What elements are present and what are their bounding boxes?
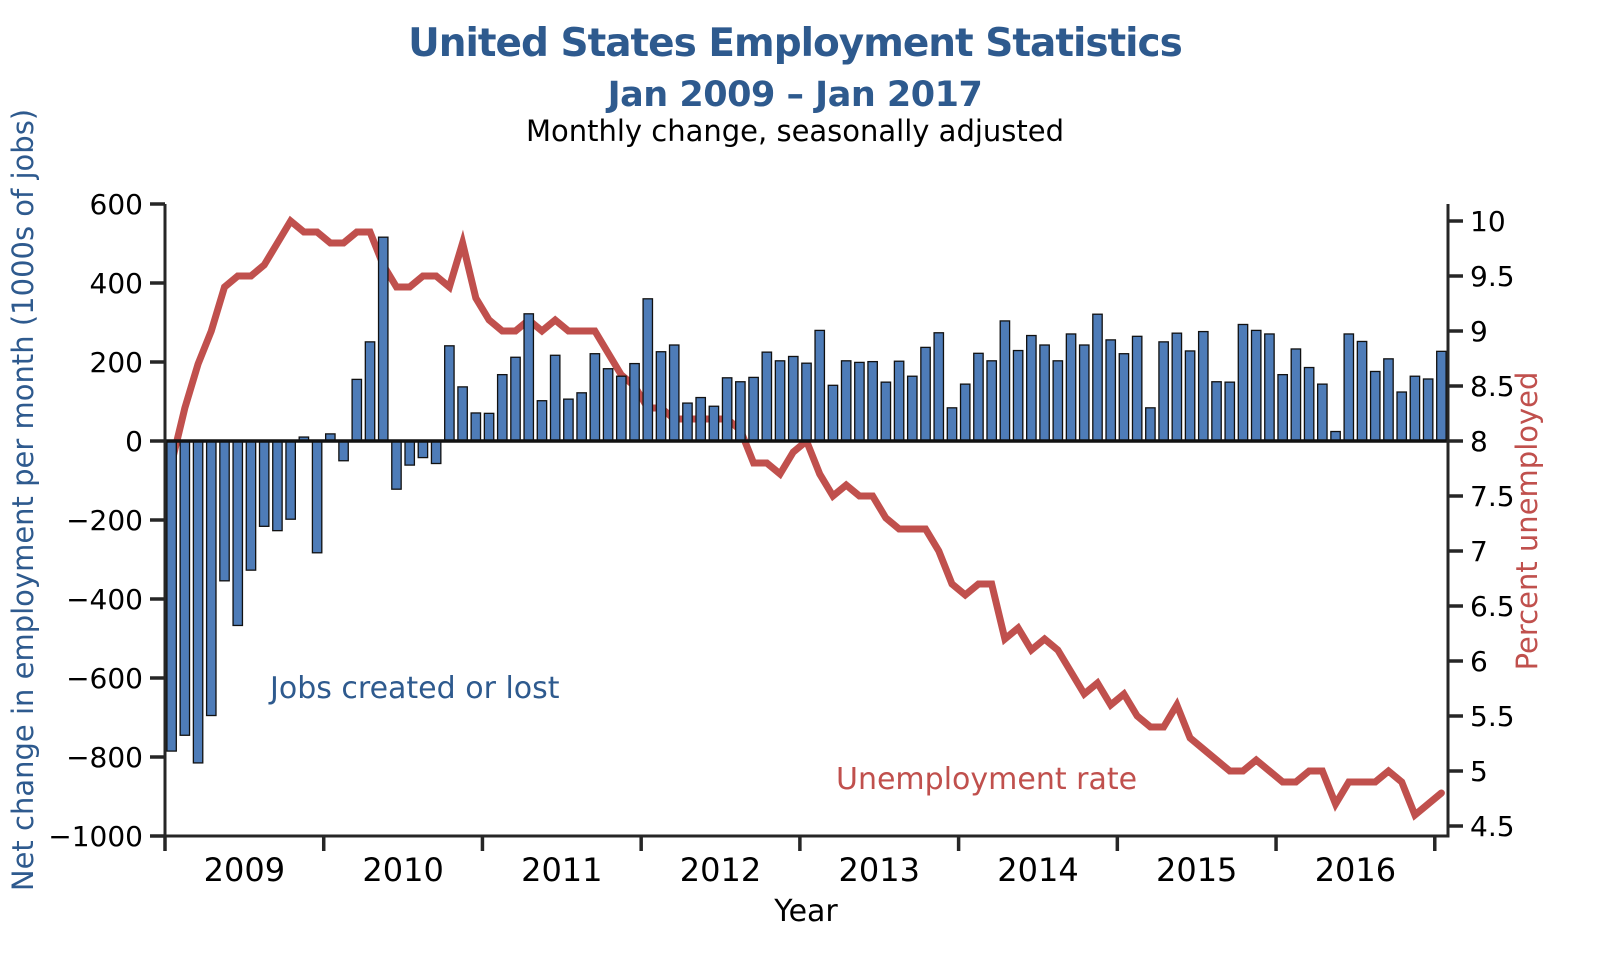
left-tick-label: 400	[89, 266, 143, 300]
jobs-bar	[1344, 334, 1353, 441]
jobs-bar	[656, 352, 665, 441]
unemployment-rate-line	[172, 221, 1442, 815]
jobs-bar	[908, 376, 917, 441]
jobs-bar	[458, 387, 467, 441]
year-tick-label: 2012	[679, 851, 762, 889]
jobs-bar	[1066, 334, 1075, 441]
right-tick-label: 7.5	[1470, 479, 1515, 513]
jobs-bar	[1093, 314, 1102, 441]
jobs-bar	[590, 354, 599, 441]
right-tick-label: 8	[1470, 424, 1488, 458]
jobs-bar	[392, 441, 401, 489]
jobs-bar	[431, 441, 440, 464]
jobs-bar	[603, 369, 612, 441]
jobs-bar	[1252, 330, 1261, 441]
chart-caption: Monthly change, seasonally adjusted	[525, 114, 1065, 148]
year-tick-label: 2015	[1155, 851, 1238, 889]
jobs-bar	[577, 393, 586, 441]
jobs-bar	[749, 377, 758, 441]
jobs-bar	[1423, 379, 1432, 441]
chart-title: United States Employment Statistics	[408, 21, 1182, 66]
jobs-bar	[1265, 334, 1274, 441]
jobs-bar	[841, 361, 850, 441]
jobs-bar	[471, 413, 480, 441]
jobs-bar	[564, 399, 573, 441]
jobs-bar	[1027, 336, 1036, 441]
chart-subtitle: Jan 2009 – Jan 2017	[607, 75, 983, 115]
annotation-unemployment-rate: Unemployment rate	[836, 762, 1138, 797]
jobs-bar	[312, 441, 321, 553]
jobs-bar	[1410, 376, 1419, 441]
jobs-bar	[1185, 351, 1194, 441]
jobs-bar	[524, 314, 533, 441]
right-tick-label: 4.5	[1470, 809, 1515, 843]
left-tick-label: 200	[89, 345, 143, 379]
jobs-bar	[445, 346, 454, 441]
year-tick-label: 2010	[362, 851, 444, 889]
jobs-bar	[498, 375, 507, 441]
right-tick-label: 5.5	[1470, 699, 1515, 733]
jobs-bar	[1132, 336, 1141, 441]
jobs-bar	[696, 398, 705, 441]
jobs-bar	[180, 441, 189, 735]
right-axis-label: Percent unemployed	[1510, 371, 1544, 671]
jobs-bar	[894, 361, 903, 441]
jobs-bar	[961, 384, 970, 441]
jobs-bar	[881, 382, 890, 441]
jobs-bar	[260, 441, 269, 526]
jobs-bar	[365, 342, 374, 441]
left-tick-label: −800	[66, 740, 143, 774]
jobs-bar	[1238, 324, 1247, 441]
jobs-bar	[670, 345, 679, 441]
jobs-bar	[921, 347, 930, 441]
jobs-bar	[1278, 375, 1287, 441]
jobs-bar	[1291, 349, 1300, 441]
jobs-bar	[167, 441, 176, 751]
right-tick-label: 6	[1470, 644, 1488, 678]
left-tick-label: −200	[66, 503, 143, 537]
jobs-bar	[1106, 340, 1115, 441]
jobs-bar	[511, 357, 520, 441]
jobs-bar	[815, 330, 824, 441]
left-tick-label: −600	[66, 661, 143, 695]
jobs-bar	[193, 441, 202, 763]
right-tick-label: 9	[1470, 314, 1488, 348]
jobs-bar	[722, 378, 731, 441]
jobs-bar	[1225, 382, 1234, 441]
jobs-bar	[643, 299, 652, 441]
year-tick-label: 2013	[838, 851, 920, 889]
jobs-bar	[802, 363, 811, 441]
left-tick-label: 600	[89, 187, 143, 221]
jobs-bar	[762, 352, 771, 441]
left-tick-label: −400	[66, 582, 143, 616]
jobs-bar	[1437, 351, 1446, 441]
jobs-bar	[1119, 354, 1128, 441]
jobs-bar	[1397, 392, 1406, 441]
right-tick-label: 9.5	[1470, 259, 1515, 293]
year-tick-label: 2016	[1314, 851, 1397, 889]
year-tick-label: 2011	[521, 851, 603, 889]
jobs-bar	[1159, 342, 1168, 441]
jobs-bar	[1040, 345, 1049, 441]
right-tick-label: 8.5	[1470, 369, 1515, 403]
x-axis-label: Year	[774, 894, 838, 929]
jobs-bar	[709, 406, 718, 441]
jobs-bar	[1318, 384, 1327, 441]
jobs-bar	[1199, 332, 1208, 441]
jobs-bar	[220, 441, 229, 581]
right-tick-label: 7	[1470, 534, 1488, 568]
plot-layer	[48, 188, 1514, 889]
jobs-bar	[1384, 359, 1393, 441]
jobs-bar	[339, 441, 348, 461]
jobs-bar	[934, 333, 943, 441]
jobs-bar	[1304, 368, 1313, 441]
annotation-jobs-created-or-lost: Jobs created or lost	[270, 671, 560, 706]
jobs-bar	[207, 441, 216, 716]
jobs-bar	[286, 441, 295, 519]
jobs-bar	[246, 441, 255, 570]
jobs-bar	[484, 413, 493, 441]
jobs-bar	[828, 385, 837, 441]
jobs-bar	[868, 362, 877, 441]
jobs-bar	[405, 441, 414, 465]
jobs-bar	[974, 353, 983, 441]
jobs-bar	[352, 379, 361, 441]
jobs-bar	[617, 376, 626, 441]
jobs-bar	[736, 382, 745, 441]
jobs-bar	[789, 356, 798, 441]
jobs-bar	[1080, 345, 1089, 441]
jobs-bar	[630, 364, 639, 441]
jobs-bar	[379, 237, 388, 441]
jobs-bar	[1371, 371, 1380, 441]
right-tick-label: 5	[1470, 754, 1488, 788]
jobs-bar	[550, 355, 559, 441]
jobs-bar	[1000, 321, 1009, 441]
jobs-bar	[683, 403, 692, 441]
jobs-bar	[537, 401, 546, 441]
right-tick-label: 6.5	[1470, 589, 1515, 623]
jobs-bar	[987, 361, 996, 441]
jobs-bar	[1357, 341, 1366, 441]
left-tick-label: 0	[125, 424, 143, 458]
jobs-bar	[273, 441, 282, 531]
jobs-bar	[418, 441, 427, 458]
year-tick-label: 2014	[997, 851, 1079, 889]
jobs-bar	[1146, 408, 1155, 441]
jobs-bar	[775, 361, 784, 441]
jobs-bar	[233, 441, 242, 625]
jobs-bar	[947, 408, 956, 441]
jobs-bar	[1172, 333, 1181, 441]
year-tick-label: 2009	[203, 851, 286, 889]
jobs-bar	[1053, 361, 1062, 441]
right-tick-label: 10	[1470, 204, 1506, 238]
left-axis-label: Net change in employment per month (1000s of jobs)	[6, 108, 40, 892]
jobs-bar	[1212, 382, 1221, 441]
jobs-bar	[855, 362, 864, 441]
jobs-bar	[1013, 351, 1022, 441]
left-tick-label: −1000	[48, 819, 143, 853]
